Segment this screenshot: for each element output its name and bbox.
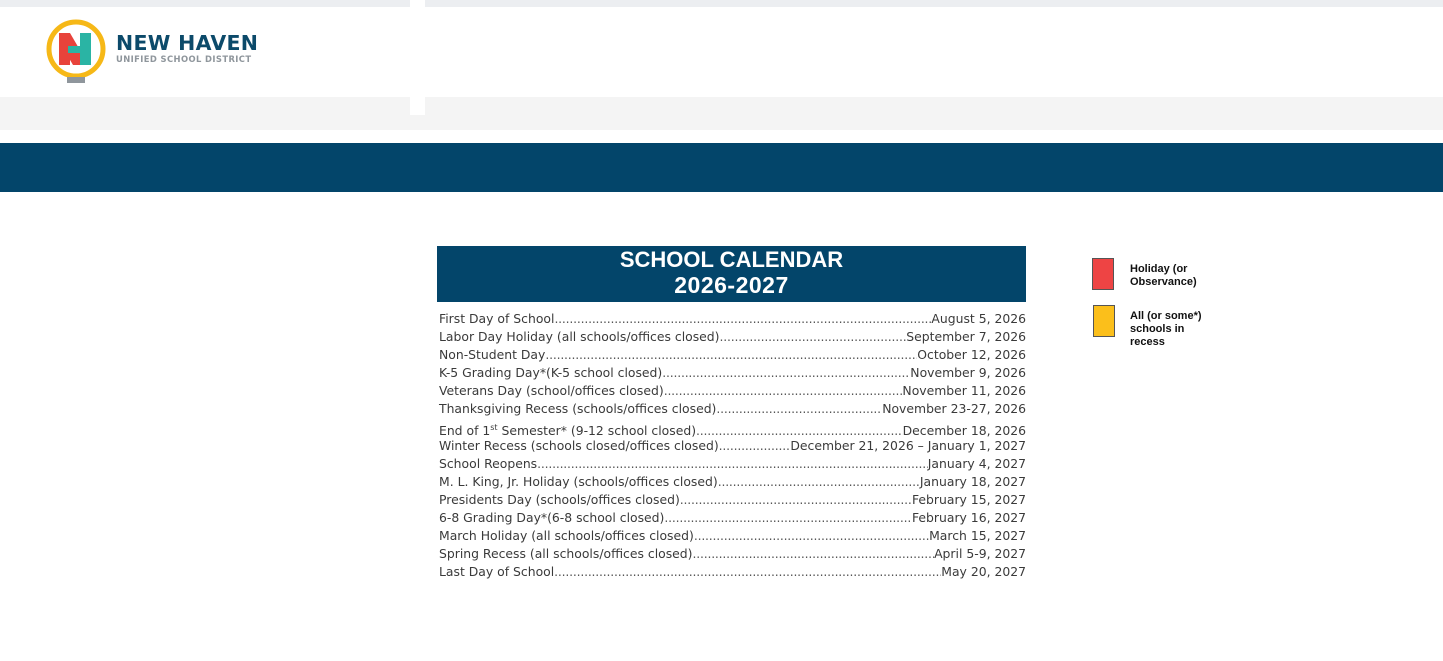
legend-recess-swatch [1093,305,1115,337]
event-name: Last Day of School [439,564,555,580]
event-name: March Holiday (all schools/offices closed) [439,528,694,544]
calendar-event-row [439,419,1026,437]
event-name: Spring Recess (all schools/offices closed) [439,546,693,562]
event-name: End of 1st Semester* (9-12 school closed) [439,422,697,438]
event-date: January 4, 2027 [927,455,1026,471]
calendar-event-row [439,473,1026,491]
dot-leader [554,563,941,581]
calendar-event-row [439,328,1026,346]
dot-leader [662,364,910,382]
header-bottom-strip [0,97,1443,130]
event-date: August 5, 2026 [931,311,1026,326]
calendar-event-row [439,346,1026,364]
dot-leader [719,437,791,455]
event-name: Presidents Day (schools/offices closed) [439,491,680,507]
top-strip-right [425,0,1443,7]
calendar-event-row [439,382,1026,400]
legend-holiday [1092,258,1220,290]
header-notch [410,97,425,115]
event-date: November 9, 2026 [910,365,1026,381]
event-name: Non-Student Day [439,347,546,363]
legend-recess-label: All (or some*) schools in recess [1130,310,1202,348]
event-date: February 15, 2027 [911,491,1026,507]
calendar-event-row [439,563,1026,581]
legend-holiday-swatch [1092,258,1114,290]
event-name: M. L. King, Jr. Holiday (schools/offices closed) [439,473,718,489]
calendar-event-list [439,310,1026,581]
dot-leader [537,455,928,473]
event-date: February 16, 2027 [911,510,1026,526]
calendar-event-row [439,400,1026,418]
event-date: May 20, 2027 [941,564,1026,580]
logo-subtitle: UNIFIED SCHOOL DISTRICT [116,53,252,64]
legend-recess [1093,305,1220,349]
event-date: October 12, 2026 [917,347,1026,363]
calendar-event-row [439,364,1026,382]
event-date: March 15, 2027 [929,528,1026,544]
event-name: Veterans Day (school/offices closed) [439,383,664,399]
event-name: Labor Day Holiday (all schools/offices closed) [439,329,720,345]
event-date: September 7, 2026 [906,329,1026,345]
dot-leader [693,545,935,563]
event-name: K-5 Grading Day*(K-5 school closed) [439,365,663,381]
event-name: Thanksgiving Recess (schools/offices closed) [439,401,717,417]
event-name: Winter Recess (schools closed/offices closed) [439,437,719,453]
dot-leader [694,527,929,545]
district-logo-link[interactable] [46,19,258,85]
calendar-event-row [439,310,1026,328]
calendar-event-row [439,545,1026,563]
calendar-year: 2026-2027 [674,272,789,298]
event-date: November 23-27, 2026 [882,401,1026,417]
dot-leader [680,491,912,509]
event-date: December 18, 2026 [902,422,1026,438]
calendar-event-row [439,527,1026,545]
navigation-band [0,143,1443,192]
event-date: April 5-9, 2027 [934,546,1026,562]
event-date: January 18, 2027 [919,473,1026,489]
calendar-header [437,246,1026,302]
new-haven-logo-icon [46,19,108,85]
legend-holiday-label: Holiday (or Observance) [1130,263,1197,288]
calendar-event-row [439,455,1026,473]
logo-name: NEW HAVEN [116,30,259,55]
calendar-event-row [439,437,1026,455]
dot-leader [554,310,931,328]
dot-leader [718,473,920,491]
event-date: December 21, 2026 – January 1, 2027 [790,437,1026,453]
event-name: School Reopens [439,455,538,471]
dot-leader [716,400,882,418]
dot-leader [664,509,912,527]
dot-leader [664,382,903,400]
dot-leader [545,346,917,364]
calendar-title: SCHOOL CALENDAR [619,247,844,272]
top-strip-left [0,0,410,7]
calendar-event-row [439,491,1026,509]
event-name: First Day of School [439,311,555,326]
dot-leader [720,328,907,346]
calendar-event-row [439,509,1026,527]
event-name: 6-8 Grading Day*(6-8 school closed) [439,510,665,526]
event-date: November 11, 2026 [902,383,1026,399]
